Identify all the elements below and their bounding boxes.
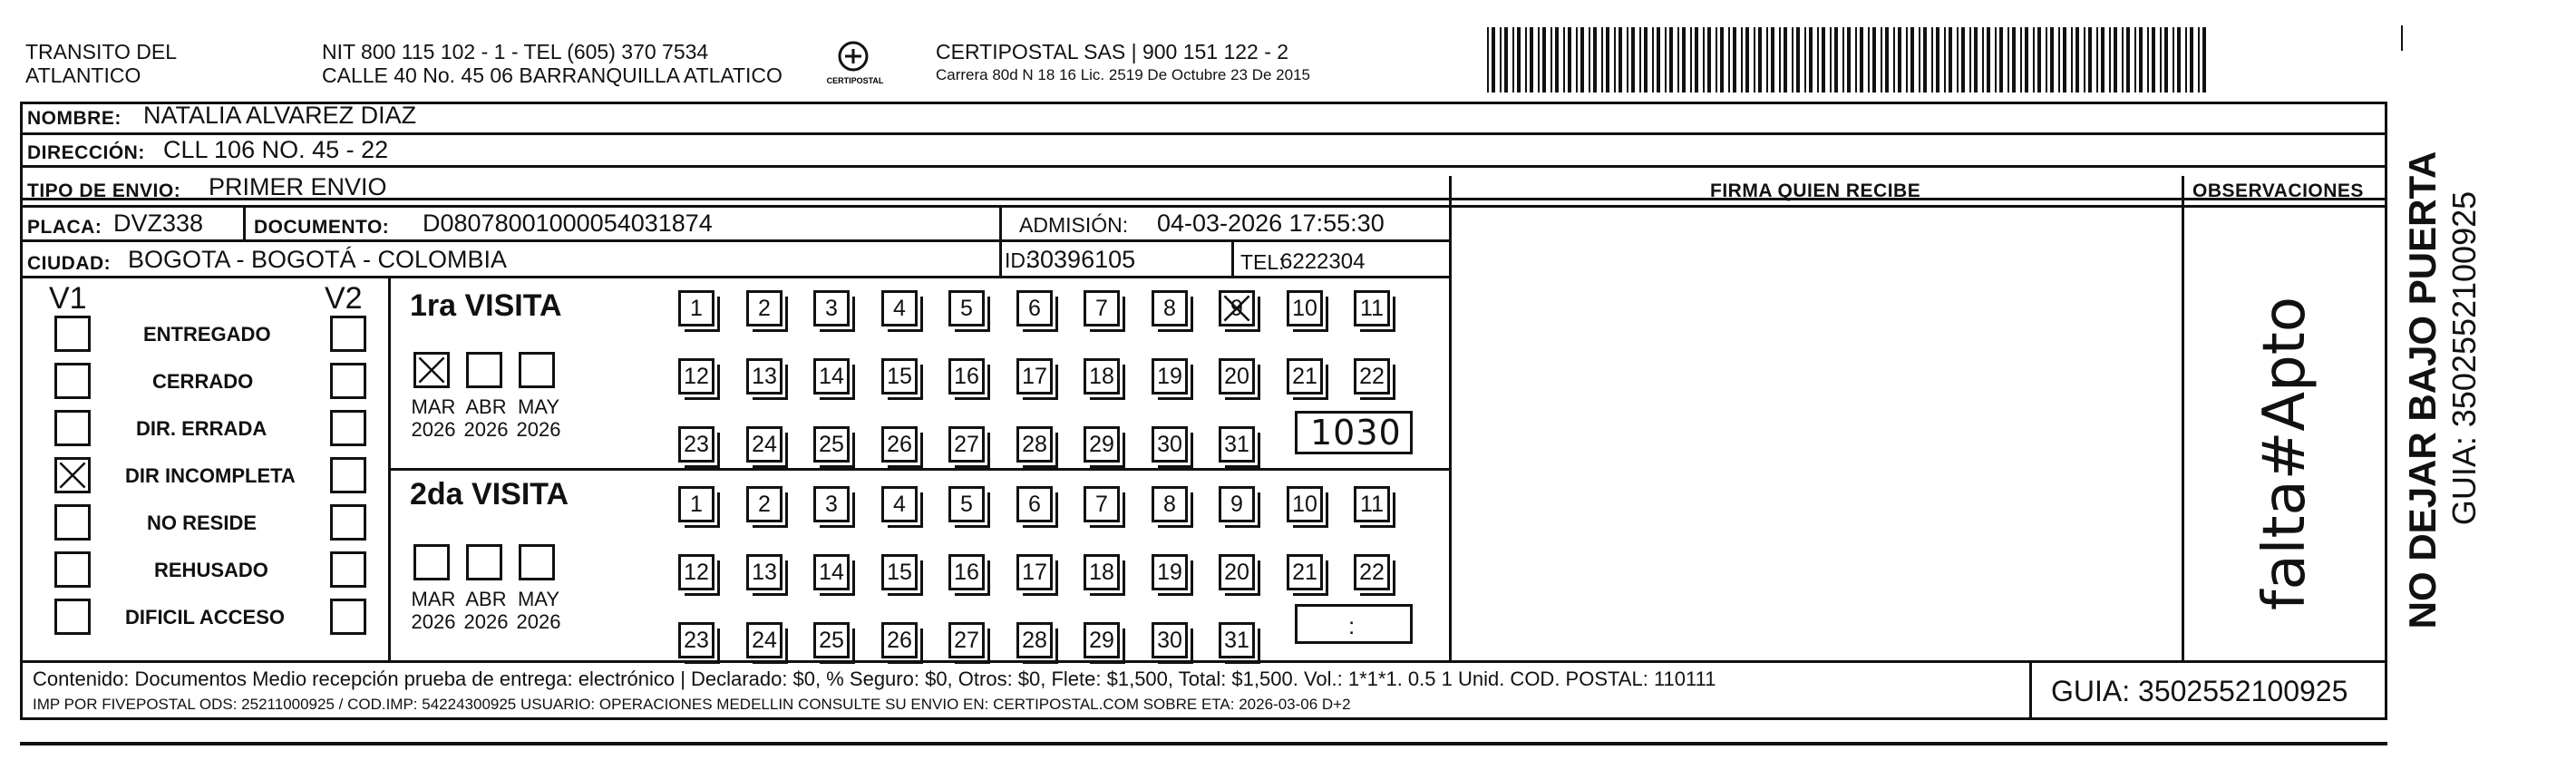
- month-label: [462, 588, 510, 633]
- reason-label: ENTREGADO: [143, 323, 271, 346]
- day-box-27[interactable]: [948, 426, 985, 463]
- month-label: [410, 395, 457, 441]
- month-year: 2026: [411, 610, 456, 633]
- day-number: 12: [684, 363, 709, 389]
- day-number: 15: [887, 559, 912, 585]
- second-visit-time-box[interactable]: [1295, 604, 1413, 644]
- day-box-28[interactable]: [1016, 622, 1053, 658]
- admision-value: 04-03-2026 17:55:30: [1157, 209, 1385, 237]
- day-box-26[interactable]: [881, 426, 918, 463]
- month-label: [515, 588, 562, 633]
- day-box-23[interactable]: [678, 426, 714, 463]
- day-box-4[interactable]: [881, 486, 918, 522]
- admision-label: ADMISIÓN:: [1019, 213, 1129, 237]
- day-box-22[interactable]: [1354, 554, 1390, 590]
- month-name: ABR: [465, 588, 507, 610]
- day-number: 26: [887, 627, 912, 653]
- day-number: 5: [960, 295, 973, 321]
- sender-name-line2: ATLANTICO: [25, 63, 141, 87]
- observacion-handwritten: falta#Apto: [2251, 296, 2318, 611]
- placa-value: DVZ338: [113, 209, 204, 237]
- day-number: 10: [1292, 295, 1317, 321]
- day-number: 3: [825, 491, 838, 517]
- day-box-16[interactable]: [948, 358, 985, 395]
- id-value: 30396105: [1026, 246, 1136, 273]
- day-box-9[interactable]: [1219, 486, 1255, 522]
- month-year: 2026: [516, 418, 561, 441]
- day-box-21[interactable]: [1287, 554, 1323, 590]
- firma-header: FIRMA QUIEN RECIBE: [1710, 180, 1921, 201]
- day-number: 17: [1022, 559, 1047, 585]
- sender-address: CALLE 40 No. 45 06 BARRANQUILLA ATLATICO: [322, 63, 783, 87]
- side-warning: NO DEJAR BAJO PUERTA: [2401, 151, 2444, 629]
- day-number: 26: [887, 431, 912, 457]
- day-box-18[interactable]: [1084, 358, 1120, 395]
- month-year: 2026: [463, 418, 509, 441]
- day-number: 2: [758, 491, 771, 517]
- day-box-25[interactable]: [813, 622, 850, 658]
- day-x-mark: [1221, 293, 1252, 324]
- month-checkbox-mar[interactable]: [413, 352, 450, 388]
- day-number: 7: [1095, 295, 1108, 321]
- reason-label: DIR INCOMPLETA: [125, 464, 296, 487]
- day-number: 2: [758, 295, 771, 321]
- first-visit-time: 1030: [1310, 413, 1402, 453]
- reason-label: DIR. ERRADA: [136, 417, 267, 440]
- day-box-15[interactable]: [881, 358, 918, 395]
- day-box-30[interactable]: [1152, 426, 1188, 463]
- day-box-31[interactable]: [1219, 622, 1255, 658]
- month-name: ABR: [465, 395, 507, 418]
- sender-name-line1: TRANSITO DEL: [25, 40, 177, 63]
- day-box-26[interactable]: [881, 622, 918, 658]
- day-number: 8: [1163, 295, 1176, 321]
- v2-checkbox[interactable]: [330, 410, 366, 446]
- day-box-31[interactable]: [1219, 426, 1255, 463]
- day-box-29[interactable]: [1084, 426, 1120, 463]
- logo-text: CERTIPOSTAL: [826, 76, 884, 85]
- footer-guia: GUIA: 3502552100925: [2051, 675, 2348, 707]
- day-box-17[interactable]: [1016, 554, 1053, 590]
- day-box-27[interactable]: [948, 622, 985, 658]
- day-number: 1: [690, 491, 703, 517]
- documento-label: DOCUMENTO:: [254, 217, 390, 238]
- month-checkbox-abr[interactable]: [466, 352, 502, 388]
- day-number: 7: [1095, 491, 1108, 517]
- v2-checkbox[interactable]: [330, 599, 366, 635]
- day-number: 15: [887, 363, 912, 389]
- day-box-14[interactable]: [813, 358, 850, 395]
- id-label: ID:: [1005, 248, 1032, 272]
- day-box-11[interactable]: [1354, 290, 1390, 326]
- month-checkbox-abr[interactable]: [466, 544, 502, 580]
- day-box-21[interactable]: [1287, 358, 1323, 395]
- day-box-24[interactable]: [746, 426, 783, 463]
- month-name: MAY: [517, 588, 560, 610]
- v2-checkbox[interactable]: [330, 504, 366, 541]
- month-label: [515, 395, 562, 441]
- day-number: 20: [1224, 363, 1249, 389]
- day-number: 21: [1292, 559, 1317, 585]
- day-number: 23: [684, 431, 709, 457]
- day-number: 24: [752, 431, 777, 457]
- day-number: 24: [752, 627, 777, 653]
- day-number: 25: [819, 627, 844, 653]
- day-box-2[interactable]: [746, 290, 783, 326]
- reason-label: NO RESIDE: [147, 512, 258, 534]
- tel-label: TEL:: [1240, 250, 1285, 274]
- month-checkbox-may[interactable]: [519, 544, 555, 580]
- documento-value: D08078001000054031874: [423, 209, 713, 237]
- day-number: 29: [1089, 627, 1114, 653]
- day-number: 5: [960, 491, 973, 517]
- day-number: 11: [1360, 491, 1384, 517]
- day-number: 14: [819, 363, 844, 389]
- day-number: 22: [1359, 363, 1385, 389]
- day-number: 28: [1022, 627, 1047, 653]
- day-box-8[interactable]: [1152, 290, 1188, 326]
- day-box-4[interactable]: [881, 290, 918, 326]
- v2-header: V2: [325, 281, 363, 316]
- nombre-value: NATALIA ALVAREZ DIAZ: [143, 102, 417, 129]
- day-box-7[interactable]: [1084, 486, 1120, 522]
- day-number: 4: [893, 295, 906, 321]
- day-number: 1: [690, 295, 703, 321]
- v2-checkbox[interactable]: [330, 457, 366, 493]
- v2-checkbox[interactable]: [330, 551, 366, 588]
- day-number: 30: [1157, 431, 1182, 457]
- day-number: 25: [819, 431, 844, 457]
- second-visit-time: :: [1348, 612, 1356, 639]
- day-number: 6: [1028, 295, 1041, 321]
- day-number: 6: [1028, 491, 1041, 517]
- v1-checkbox[interactable]: [54, 410, 91, 446]
- day-box-20[interactable]: [1219, 358, 1255, 395]
- side-guia: GUIA: 3502552100925: [2445, 190, 2483, 526]
- day-number: 28: [1022, 431, 1047, 457]
- month-year: 2026: [411, 418, 456, 441]
- day-number: 4: [893, 491, 906, 517]
- certipostal-logo: [814, 36, 896, 91]
- day-box-24[interactable]: [746, 622, 783, 658]
- v1-header: V1: [49, 281, 87, 316]
- day-number: 22: [1359, 559, 1385, 585]
- day-box-12[interactable]: [678, 358, 714, 395]
- day-number: 29: [1089, 431, 1114, 457]
- second-visit-title: 2da VISITA: [410, 477, 569, 512]
- ciudad-value: BOGOTA - BOGOTÁ - COLOMBIA: [128, 246, 508, 273]
- day-number: 11: [1360, 295, 1384, 321]
- month-year: 2026: [463, 610, 509, 633]
- reason-label: DIFICIL ACCESO: [125, 606, 286, 628]
- day-number: 19: [1157, 559, 1182, 585]
- day-box-29[interactable]: [1084, 622, 1120, 658]
- day-box-9[interactable]: [1219, 290, 1255, 326]
- day-box-3[interactable]: [813, 290, 850, 326]
- day-box-2[interactable]: [746, 486, 783, 522]
- day-box-18[interactable]: [1084, 554, 1120, 590]
- day-box-8[interactable]: [1152, 486, 1188, 522]
- day-box-30[interactable]: [1152, 622, 1188, 658]
- tipo-envio-label: TIPO DE ENVIO:: [27, 180, 181, 201]
- day-number: 27: [954, 431, 979, 457]
- day-box-20[interactable]: [1219, 554, 1255, 590]
- day-number: 31: [1224, 431, 1249, 457]
- day-number: 31: [1224, 627, 1249, 653]
- day-number: 27: [954, 627, 979, 653]
- barcode: [1487, 27, 2208, 93]
- day-box-14[interactable]: [813, 554, 850, 590]
- first-visit-time-box[interactable]: [1295, 411, 1413, 454]
- observaciones-header: OBSERVACIONES: [2192, 180, 2364, 201]
- placa-label: PLACA:: [27, 217, 102, 238]
- tel-value: 6222304: [1280, 249, 1366, 274]
- month-label: [410, 588, 457, 633]
- day-box-23[interactable]: [678, 622, 714, 658]
- day-box-10[interactable]: [1287, 486, 1323, 522]
- nombre-label: NOMBRE:: [27, 108, 122, 129]
- day-box-1[interactable]: [678, 486, 714, 522]
- day-number: 16: [954, 363, 979, 389]
- day-number: 14: [819, 559, 844, 585]
- imp-line: IMP POR FIVEPOSTAL ODS: 25211000925 / COD.IMP: 54224300925 USUARIO: OPERACIONES MEDELLIN CONSULTE SU ENVIO EN: CERTIPOSTAL.COM SOBRE ETA: 2026-03-06 D+2: [33, 696, 1351, 713]
- day-number: 8: [1163, 491, 1176, 517]
- carrier-license: Carrera 80d N 18 16 Lic. 2519 De Octubre 23 De 2015: [936, 66, 1310, 83]
- day-number: 21: [1292, 363, 1317, 389]
- day-box-1[interactable]: [678, 290, 714, 326]
- day-box-25[interactable]: [813, 426, 850, 463]
- day-box-22[interactable]: [1354, 358, 1390, 395]
- v1-checkbox[interactable]: [54, 504, 91, 541]
- day-box-5[interactable]: [948, 486, 985, 522]
- v1-checkbox[interactable]: [54, 551, 91, 588]
- day-number: 13: [752, 363, 777, 389]
- day-number: 13: [752, 559, 777, 585]
- first-visit-title: 1ra VISITA: [410, 288, 562, 323]
- carrier-name: CERTIPOSTAL SAS | 900 151 122 - 2: [936, 40, 1289, 63]
- month-name: MAR: [411, 395, 456, 418]
- day-box-19[interactable]: [1152, 554, 1188, 590]
- sender-nit: NIT 800 115 102 - 1 - TEL (605) 370 7534: [322, 40, 709, 63]
- v1-checkbox[interactable]: [54, 457, 91, 493]
- day-number: 12: [684, 559, 709, 585]
- day-number: 17: [1022, 363, 1047, 389]
- v2-checkbox[interactable]: [330, 316, 366, 352]
- day-box-10[interactable]: [1287, 290, 1323, 326]
- v1-checkbox[interactable]: [54, 316, 91, 352]
- day-box-28[interactable]: [1016, 426, 1053, 463]
- month-name: MAY: [517, 395, 560, 418]
- v1-checkbox[interactable]: [54, 363, 91, 399]
- v1-checkbox[interactable]: [54, 599, 91, 635]
- day-box-6[interactable]: [1016, 486, 1053, 522]
- day-number: 3: [825, 295, 838, 321]
- day-box-19[interactable]: [1152, 358, 1188, 395]
- day-number: 20: [1224, 559, 1249, 585]
- day-box-7[interactable]: [1084, 290, 1120, 326]
- reason-label: CERRADO: [152, 370, 254, 393]
- day-box-17[interactable]: [1016, 358, 1053, 395]
- day-box-15[interactable]: [881, 554, 918, 590]
- month-checkbox-mar[interactable]: [413, 544, 450, 580]
- day-box-13[interactable]: [746, 554, 783, 590]
- day-number: 9: [1230, 491, 1243, 517]
- month-label: [462, 395, 510, 441]
- day-number: 10: [1292, 491, 1317, 517]
- tipo-envio-value: PRIMER ENVIO: [209, 173, 387, 200]
- day-number: 19: [1157, 363, 1182, 389]
- day-box-12[interactable]: [678, 554, 714, 590]
- day-box-11[interactable]: [1354, 486, 1390, 522]
- ciudad-label: CIUDAD:: [27, 253, 112, 274]
- month-checkbox-may[interactable]: [519, 352, 555, 388]
- month-year: 2026: [516, 610, 561, 633]
- day-box-6[interactable]: [1016, 290, 1053, 326]
- direccion-value: CLL 106 NO. 45 - 22: [163, 136, 389, 163]
- day-number: 30: [1157, 627, 1182, 653]
- day-box-5[interactable]: [948, 290, 985, 326]
- day-number: 18: [1089, 363, 1114, 389]
- day-box-16[interactable]: [948, 554, 985, 590]
- day-number: 16: [954, 559, 979, 585]
- reason-label: REHUSADO: [154, 559, 268, 581]
- day-box-3[interactable]: [813, 486, 850, 522]
- day-box-13[interactable]: [746, 358, 783, 395]
- corner-mark: [2401, 25, 2403, 51]
- month-name: MAR: [411, 588, 456, 610]
- v2-checkbox[interactable]: [330, 363, 366, 399]
- day-number: 18: [1089, 559, 1114, 585]
- direccion-label: DIRECCIÓN:: [27, 142, 145, 163]
- day-number: 9: [1230, 295, 1243, 321]
- contenido-line: Contenido: Documentos Medio recepción prueba de entrega: electrónico | Declarado: $0, % Seguro: $0, Otros: $0, Flete: $1,500, Total: $1,500. Vol.: 1*1*1. 0.5 1 Unid. COD. POSTAL: 110111: [33, 667, 1716, 690]
- day-number: 23: [684, 627, 709, 653]
